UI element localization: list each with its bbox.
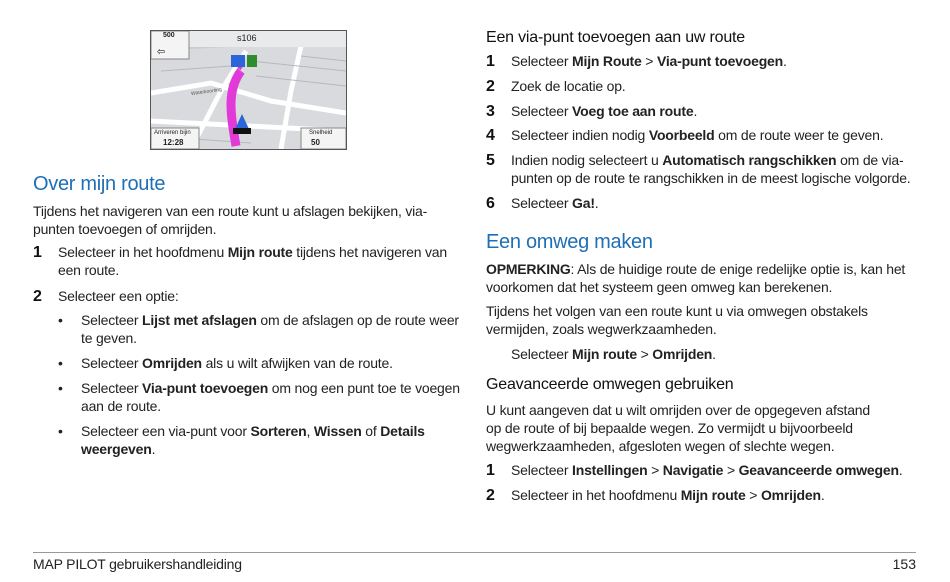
note-paragraph: OPMERKING: Als de huidige route de enige redelijke optie is, kan het voorkomen dat het systeem geen omweg kan berekenen. [486,261,906,295]
page-number: 153 [892,556,916,572]
step-1: 1 Selecteer in het hoofdmenu Mijn route tijdens het navigeren van een route. [33,244,447,278]
bullet-item: • Selecteer een via-punt voor Sorteren, Wissen of Details weergeven. [58,423,425,457]
street-label: Waterkoorting [190,86,223,98]
subheading-geavanceerde: Geavanceerde omwegen gebruiken [486,376,734,393]
navigation-screenshot [150,30,347,150]
section-heading-over-mijn-route: Over mijn route [33,173,166,195]
speed-label: Snelheid [309,130,333,136]
detour-paragraph: Tijdens het volgen van een route kunt u via omwegen obstakels vermijden, zoals wegwerkzaamheden. [486,303,868,337]
via-step-1: 1 Selecteer Mijn Route > Via-punt toevoegen. [486,53,787,70]
bullet-item: • Selecteer Via-punt toevoegen om nog een punt toe te voegen aan de route. [58,380,460,414]
advanced-paragraph: U kunt aangeven dat u wilt omrijden over de opgegeven afstand op de route of bij bepaalde wegen. Zo vermijdt u bijvoorbeeld wegwerkzaamheden, afgesloten wegen of slechte wegen. [486,402,870,454]
arrival-time: 12:28 [163,138,184,147]
footer-manual-title: MAP PILOT gebruikershandleiding [33,556,242,572]
via-step-5: 5 Indien nodig selecteert u Automatisch rangschikken om de via- punten op de route te rangschikken in de meest logische volgorde. [486,152,911,186]
speed-value: 50 [311,138,320,147]
section-heading-omweg: Een omweg maken [486,231,653,253]
speed-limit: 500 [163,32,175,39]
advanced-step-1: 1 Selecteer Instellingen > Navigatie > Geavanceerde omwegen. [486,462,903,479]
via-step-4: 4 Selecteer indien nodig Voorbeeld om de route weer te geven. [486,127,884,144]
turn-arrow-icon: ⇦ [157,46,166,58]
advanced-step-2: 2 Selecteer in het hoofdmenu Mijn route > Omrijden. [486,487,825,504]
bullet-item: • Selecteer Omrijden als u wilt afwijken van de route. [58,355,393,371]
intro-paragraph: Tijdens het navigeren van een route kunt u afslagen bekijken, via- punten toevoegen of omrijden. [33,203,428,237]
via-step-3: 3 Selecteer Voeg toe aan route. [486,103,698,120]
step-2: 2 Selecteer een optie: [33,288,179,305]
detour-instruction: Selecteer Mijn route > Omrijden. [511,346,716,362]
footer-divider [33,552,916,553]
road-name: s106 [237,33,257,43]
arrival-label: Arriveren bijin [154,130,191,136]
via-step-2: 2 Zoek de locatie op. [486,78,626,95]
via-step-6: 6 Selecteer Ga!. [486,195,599,212]
subheading-via-punt: Een via-punt toevoegen aan uw route [486,29,745,46]
bullet-item: • Selecteer Lijst met afslagen om de afslagen op de route weer te geven. [58,312,459,346]
